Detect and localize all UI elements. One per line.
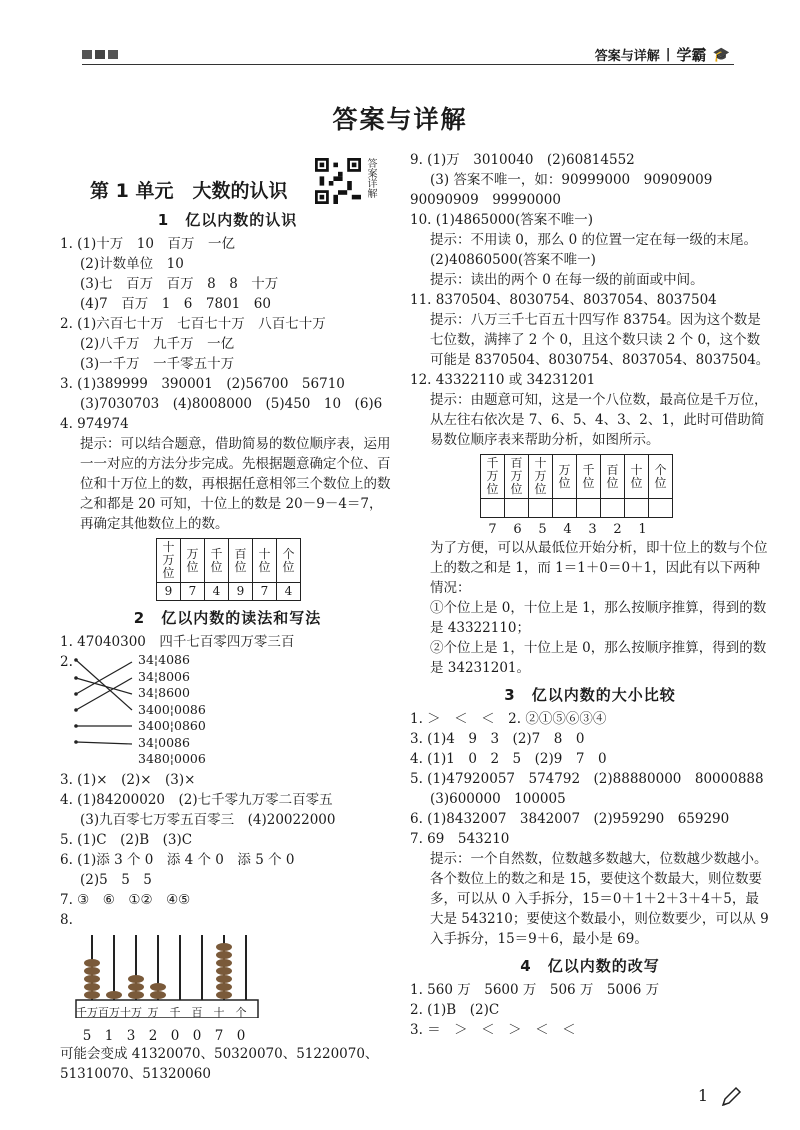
matching-items <box>138 652 206 768</box>
unit-title: 第 1 单元 大数的认识 <box>90 180 288 202</box>
place-value-table <box>156 538 301 601</box>
abacus-label: 百 <box>191 1006 203 1019</box>
abacus-label: 个 <box>235 1006 247 1019</box>
matching-item: 34¦4086 <box>138 652 190 667</box>
table-header-cell: 百万位 <box>505 455 529 499</box>
answer-line: 6. (1)8432007 3842007 (2)959290 659290 <box>410 811 730 827</box>
table-digit: 4 <box>563 522 572 537</box>
answer-line: 11. 8370504、8030754、8037054、8037504 <box>410 292 717 308</box>
answer-line: 3. ＝ ＞ ＜ ＞ ＜ ＜ <box>410 1022 576 1038</box>
answer-line: (3)一千万 一千零五十万 <box>80 356 235 372</box>
table-digit-row <box>480 522 680 538</box>
answer-line: 1. ＞ ＜ ＜ 2. ②①⑤⑥③④ <box>410 711 607 727</box>
abacus-label: 十万 <box>120 1006 142 1019</box>
header-divider: | <box>665 47 671 62</box>
right-column <box>410 150 770 1040</box>
answer-line: (4)7 百万 1 6 7801 60 <box>80 296 271 312</box>
answer-line: 1. (1)十万 10 百万 一亿 <box>60 236 235 252</box>
answer-line: 7. ③ ⑥ ①② ④⑤ <box>60 892 191 908</box>
abacus-labels <box>76 1004 258 1022</box>
answer-line: 12. 43322110 或 34231201 <box>410 372 596 388</box>
matching-item: 34¦0086 <box>138 734 190 750</box>
hint-paragraph: 提示：可以结合题意，借助简易的数位顺序表，运用一一对应的方法分步完成。先根据题意确定个位、百位和十万位上的数，再根据任意相邻三个数位上的数之和都是 20 可知，十位上的数是 20－9－4＝7，再确定其他数位上的数。 <box>80 436 391 532</box>
answer-line: 3. (1)389999 390001 (2)56700 56710 <box>60 376 345 392</box>
abacus-digit: 0 <box>192 1028 202 1044</box>
matching-item: 34¦8600 <box>138 685 190 700</box>
qr-code-icon <box>315 158 361 204</box>
table-cell <box>553 499 577 518</box>
answer-line: 9. (1)万 3010040 (2)60814552 <box>410 152 635 168</box>
table-cell <box>577 499 601 518</box>
answer-line: 3. (1)4 9 3 (2)7 8 0 <box>410 731 585 747</box>
table-cell: 9 <box>157 583 181 601</box>
matching-item: 3400¦0860 <box>138 718 206 733</box>
answer-line: 4. (1)84200020 (2)七千零九万零二百零五 <box>60 792 333 808</box>
hint-paragraph: 提示：由题意可知，这是一个八位数，最高位是千万位，从左往右依次是 7、6、5、4、3、2、1，此时可借助简易数位顺序表来帮助分析，如图所示。 <box>430 392 768 448</box>
table-header-cell: 千位 <box>205 539 229 583</box>
table-header-cell: 千万位 <box>481 455 505 499</box>
answer-line: 3. (1)× (2)× (3)× <box>60 772 196 788</box>
abacus-label: 百万 <box>98 1006 120 1019</box>
table-cell <box>649 499 673 518</box>
header-brand: 学霸 <box>676 46 707 64</box>
answer-line: 5. (1)C (2)B (3)C <box>60 832 193 848</box>
graduation-cap-icon: 🎓 <box>712 46 730 63</box>
answer-line: 1. 560 万 5600 万 506 万 5006 万 <box>410 982 660 998</box>
answer-line: (2)八千万 九千万 一亿 <box>80 336 235 352</box>
abacus-answer: 可能会变成 41320070、50320070、51220070、51310070、51320060 <box>60 1046 379 1082</box>
answer-line: 5. (1)47920057 574792 (2)88880000 80000888 <box>410 771 764 787</box>
matching-item: 34¦8006 <box>138 668 190 684</box>
answer-line: 10. (1)4865000(答案不唯一) <box>410 212 594 228</box>
table-digit: 5 <box>538 522 547 537</box>
header-rule <box>82 64 734 65</box>
table-cell <box>625 499 649 518</box>
abacus-digit: 1 <box>104 1028 114 1044</box>
table-header-cell: 十万位 <box>157 539 181 583</box>
answer-line: 6. (1)添 3 个 0 添 4 个 0 添 5 个 0 <box>60 852 295 868</box>
page-number: 1 <box>697 1086 708 1105</box>
place-value-table-8 <box>480 454 673 518</box>
abacus-digits <box>76 1028 258 1044</box>
answer-line: 1. 47040300 四千七百零四万零三百 <box>60 634 295 650</box>
table-digit: 3 <box>588 522 597 537</box>
table-cell: 4 <box>205 583 229 601</box>
matching-diagram <box>60 652 395 770</box>
hint-paragraph: 提示：不用读 0，那么 0 的位置一定在每一级的末尾。 <box>430 232 758 248</box>
header-decoration <box>82 50 118 59</box>
section-title-2: 2 亿以内数的读法和写法 <box>133 609 322 627</box>
answer-line: (3)600000 100005 <box>430 791 566 807</box>
abacus-label: 千万 <box>76 1006 98 1019</box>
abacus-digit: 3 <box>126 1028 136 1044</box>
table-cell: 7 <box>181 583 205 601</box>
answer-line: (3)九百零七万零五百零三 (4)20022000 <box>80 812 336 828</box>
section-title-3: 3 亿以内数的大小比较 <box>504 686 676 704</box>
qr-label: 答案详解 <box>365 158 376 198</box>
answer-line: (2)40860500(答案不唯一) <box>430 252 596 268</box>
table-cell <box>529 499 553 518</box>
left-column <box>60 150 395 1084</box>
table-header-cell: 百位 <box>229 539 253 583</box>
answer-line: (3)7030703 (4)8008000 (5)450 10 (6)6 <box>80 396 383 412</box>
table-digit: 1 <box>638 522 647 537</box>
abacus-label: 十 <box>213 1006 225 1019</box>
table-header-cell: 个位 <box>649 455 673 499</box>
hint-paragraph: 提示：读出的两个 0 在每一级的前面或中间。 <box>430 272 704 288</box>
answer-line: (2)计数单位 10 <box>80 256 184 272</box>
matching-item: 3400¦0086 <box>138 701 206 717</box>
answer-line: 7. 69 543210 <box>410 831 510 847</box>
section-title-4: 4 亿以内数的改写 <box>520 957 660 975</box>
hint-paragraph: ②个位上是 1，十位上是 0，那么按顺序推算，得到的数是 34231201。 <box>430 640 767 676</box>
page-title: 答案与详解 <box>332 105 468 134</box>
abacus-digit: 0 <box>236 1028 246 1044</box>
table-cell: 4 <box>277 583 301 601</box>
section-2-answers <box>60 632 395 1084</box>
answer-line: 4. 974974 <box>60 416 129 432</box>
hint-paragraph: ①个位上是 0，十位上是 1，那么按顺序推算，得到的数是 43322110； <box>430 600 767 636</box>
header-section-label: 答案与详解 <box>594 49 660 64</box>
header-label <box>595 44 730 65</box>
matching-item: 3480¦0006 <box>138 751 206 766</box>
table-header-cell: 万位 <box>553 455 577 499</box>
abacus-digit: 0 <box>170 1028 180 1044</box>
answer-line: 4. (1)1 0 2 5 (2)9 7 0 <box>410 751 607 767</box>
table-cell <box>481 499 505 518</box>
answer-line: (2)5 5 5 <box>80 872 152 888</box>
hint-paragraph: 提示：一个自然数，位数越多数越大，位数越少数越小。各个数位上的数之和是 15，要使这个数最大，则位数要多，可以从 0 入手拆分，15＝0＋1＋2＋3＋4＋5，最大是 543210；要使这个数最小，则位数要少，可以从 9 入手拆分，15＝9＋6，最小是 69。 <box>430 851 769 947</box>
abacus-label: 千 <box>169 1006 181 1019</box>
answer-line: (3) 答案不唯一，如：90999000 90909009 <box>430 172 713 188</box>
table-header-cell: 十位 <box>253 539 277 583</box>
answer-line: 2. (1)六百七十万 七百七十万 八百七十万 <box>60 316 326 332</box>
matching-lines <box>72 652 136 770</box>
abacus-label: 万 <box>147 1006 159 1019</box>
table-header-cell: 万位 <box>181 539 205 583</box>
table-header-cell: 千位 <box>577 455 601 499</box>
table-cell <box>601 499 625 518</box>
answer-line: 8. <box>60 912 73 928</box>
section-title-1: 1 亿以内数的认识 <box>157 211 298 229</box>
matching-question-label: 2. <box>60 654 73 670</box>
abacus-figure <box>72 930 395 1044</box>
table-header-cell: 十万位 <box>529 455 553 499</box>
table-digit: 7 <box>488 522 497 537</box>
answer-line: 2. (1)B (2)C <box>410 1002 500 1018</box>
table-digit: 6 <box>513 522 522 537</box>
section-1-answers <box>60 234 395 601</box>
abacus-digit: 5 <box>82 1028 92 1044</box>
abacus-digit: 7 <box>214 1028 224 1044</box>
hint-paragraph: 提示：八万三千七百五十四写作 83754。因为这个数是七位数，满摔了 2 个 0，且这个数只读 2 个 0，这个数可能是 8370504、8030754、8037054、8037504。 <box>430 312 770 368</box>
table-cell <box>505 499 529 518</box>
table-header-cell: 百位 <box>601 455 625 499</box>
abacus-digit: 2 <box>148 1028 158 1044</box>
answer-line: (3)七 百万 百万 8 8 十万 <box>80 276 279 292</box>
table-cell: 9 <box>229 583 253 601</box>
table-header-cell: 个位 <box>277 539 301 583</box>
table-cell: 7 <box>253 583 277 601</box>
pencil-icon <box>720 1086 742 1108</box>
table-header-cell: 十位 <box>625 455 649 499</box>
answer-line: 90090909 99990000 <box>410 192 561 208</box>
hint-paragraph: 为了方便，可以从最低位开始分析，即十位上的数与个位上的数之和是 1，而 1＝1＋0＝0＋1，因此有以下两种情况： <box>430 540 768 596</box>
table-digit: 2 <box>613 522 622 537</box>
